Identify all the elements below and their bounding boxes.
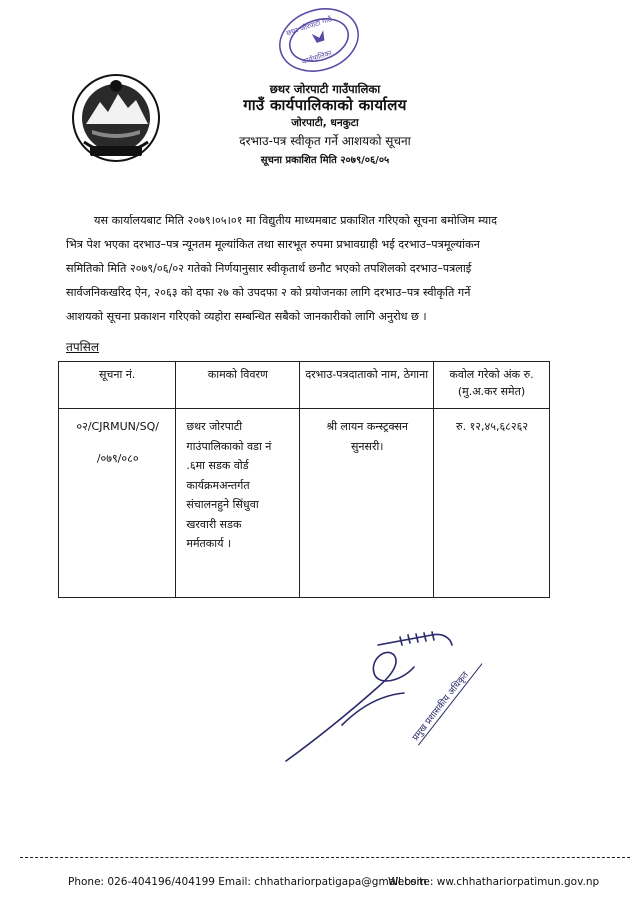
cell-amount: रु. १२,४५,६८२६२ <box>434 409 550 598</box>
work-line: गाउंपालिकाको वडा नं <box>186 439 272 453</box>
cell-bidder <box>300 409 434 598</box>
office-title: गाउँ कार्यपालिकाको कार्यालय <box>243 96 407 114</box>
office-address: जोरपाटी, धनकुटा <box>291 117 359 129</box>
work-line: खरवारी सडक <box>186 517 242 531</box>
bidder-line: श्री लायन कन्स्ट्रक्सन <box>326 420 409 433</box>
work-line: छथर जोरपाटी <box>186 420 243 433</box>
notice-no-line: ०२/CJRMUN/SQ/ <box>76 420 159 433</box>
paragraph-line: सार्वजनिकखरिद ऐन, २०६३ को दफा २७ को उपदफा २ को प्रयोजनका लागि दरभाउ–पत्र स्वीकृति गर्ने <box>66 286 471 299</box>
office-stamp <box>274 4 364 76</box>
column-header-work-description: कामको विवरण <box>176 362 300 409</box>
paragraph-line: आशयको सूचना प्रकाशन गरिएको व्यहोरा सम्बन्धित सबैको जानकारीको लागि अनुरोध छ । <box>66 310 427 323</box>
work-line: .६मा सडक वोर्ड <box>186 459 249 472</box>
notice-paragraph <box>66 209 570 329</box>
work-line: कार्यक्रमअन्तर्गत <box>186 478 250 492</box>
bidder-line: सुनसरी। <box>350 439 384 453</box>
svg-text:प्रमुख प्रशासकीय अधिकृत: प्रमुख प्रशासकीय अधिकृत <box>410 670 471 743</box>
nepal-emblem-icon <box>70 72 162 164</box>
details-label: तपसिल <box>66 340 100 354</box>
officer-signature <box>282 615 482 765</box>
work-line: मर्मतकार्य । <box>186 537 232 550</box>
bid-details-table <box>58 361 550 598</box>
footer-contact: Phone: 026-404196/404199 Email: chhathariorpatigapa@gmail.com <box>68 876 427 888</box>
column-header-bidder: दरभाउ-पत्रदाताको नाम, ठेगाना <box>300 362 434 409</box>
publication-date: सूचना प्रकाशित मिति २०७९/०६/०५ <box>260 155 390 166</box>
table-header-row <box>59 362 550 409</box>
cell-work-description <box>176 409 300 598</box>
paragraph-line: समितिको मिति २०७९/०६/०२ गतेको निर्णयानुसार स्वीकृतार्थ छनौट भएको तपशिलको दरभाउ–पत्रलाई <box>66 262 472 275</box>
footer-website: Website: ww.chhathariorpatimun.gov.np <box>388 876 600 888</box>
column-header-notice-no: सूचना नं. <box>59 362 176 409</box>
table-row <box>59 409 550 598</box>
municipality-name: छथर जोरपाटी गाउँपालिका <box>269 82 381 96</box>
notice-title: दरभाउ-पत्र स्वीकृत गर्ने आशयको सूचना <box>239 134 411 148</box>
work-line: संचालनहुने सिंधुवा <box>186 498 259 511</box>
paragraph-line: यस कार्यालयबाट मिति २०७९।०५।०१ मा विद्युतीय माध्यमबाट प्रकाशित गरिएको सूचना बमोजिम म्याद <box>94 214 498 227</box>
footer-divider <box>20 857 630 858</box>
cell-notice-no <box>59 409 176 598</box>
svg-text:छथर जोरपाटी गाउँ: छथर जोरपाटी गाउँ <box>285 15 333 38</box>
paragraph-line: भित्र पेश भएका दरभाउ–पत्र न्यूनतम मूल्यांकित तथा सारभूत रुपमा प्रभावग्राही भई दरभाउ–पत्रमूल्यांकन <box>66 238 480 251</box>
notice-no-line: /०७९/०८० <box>96 451 139 465</box>
column-header-amount: कवोल गरेको अंक रु. (मु.अ.कर समेत) <box>434 362 550 409</box>
svg-text:कार्यपालिका: कार्यपालिका <box>300 49 333 67</box>
